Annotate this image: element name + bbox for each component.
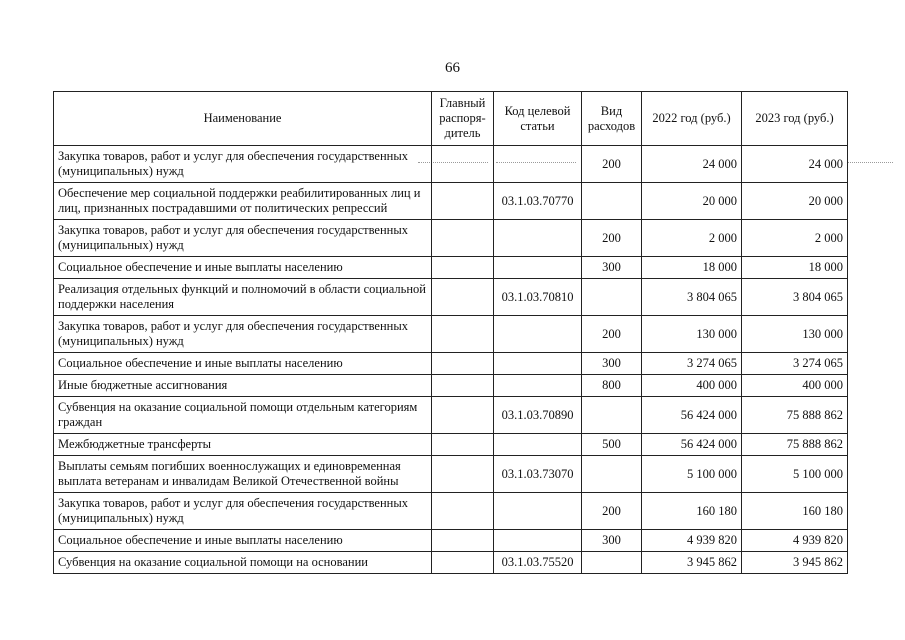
cell-2022: 18 000 [642, 257, 742, 279]
cell-target-code [494, 434, 582, 456]
cell-main-manager [432, 434, 494, 456]
cell-expense-type [582, 552, 642, 574]
cell-expense-type: 800 [582, 375, 642, 397]
header-target-code: Код целевой статьи [494, 92, 582, 146]
cell-name: Закупка товаров, работ и услуг для обеспечения государственных (муниципальных) нужд [54, 146, 432, 183]
table-row [54, 316, 848, 353]
cell-target-code [494, 220, 582, 257]
cell-2023: 20 000 [742, 183, 848, 220]
cell-name: Реализация отдельных функций и полномочий в области социальной поддержки населения [54, 279, 432, 316]
cell-expense-type: 200 [582, 220, 642, 257]
cell-target-code [494, 146, 582, 183]
cell-expense-type: 500 [582, 434, 642, 456]
cell-2023: 400 000 [742, 375, 848, 397]
cell-2022: 3 804 065 [642, 279, 742, 316]
cell-target-code: 03.1.03.70770 [494, 183, 582, 220]
cell-2022: 2 000 [642, 220, 742, 257]
cell-name: Выплаты семьям погибших военнослужащих и единовременная выплата ветеранам и инвалидам Великой Отечественной войны [54, 456, 432, 493]
cell-main-manager [432, 316, 494, 353]
cell-2022: 20 000 [642, 183, 742, 220]
cell-2023: 18 000 [742, 257, 848, 279]
cell-expense-type [582, 456, 642, 493]
cell-target-code [494, 493, 582, 530]
scan-artifact-line [848, 162, 893, 163]
cell-2023: 130 000 [742, 316, 848, 353]
cell-2023: 24 000 [742, 146, 848, 183]
cell-main-manager [432, 456, 494, 493]
cell-expense-type [582, 397, 642, 434]
cell-name: Межбюджетные трансферты [54, 434, 432, 456]
cell-2023: 5 100 000 [742, 456, 848, 493]
cell-2023: 2 000 [742, 220, 848, 257]
cell-main-manager [432, 353, 494, 375]
cell-expense-type [582, 183, 642, 220]
cell-2023: 3 274 065 [742, 353, 848, 375]
cell-2023: 75 888 862 [742, 434, 848, 456]
cell-2023: 75 888 862 [742, 397, 848, 434]
cell-main-manager [432, 397, 494, 434]
table-row [54, 434, 848, 456]
cell-main-manager [432, 375, 494, 397]
cell-2022: 400 000 [642, 375, 742, 397]
cell-2023: 3 804 065 [742, 279, 848, 316]
budget-table [53, 91, 848, 574]
cell-target-code [494, 353, 582, 375]
cell-2022: 56 424 000 [642, 397, 742, 434]
cell-main-manager [432, 257, 494, 279]
table-row [54, 552, 848, 574]
cell-target-code: 03.1.03.75520 [494, 552, 582, 574]
cell-main-manager [432, 530, 494, 552]
header-expense-type: Вид расходов [582, 92, 642, 146]
header-2023: 2023 год (руб.) [742, 92, 848, 146]
cell-expense-type: 200 [582, 316, 642, 353]
cell-expense-type: 200 [582, 146, 642, 183]
cell-name: Социальное обеспечение и иные выплаты населению [54, 530, 432, 552]
table-row [54, 183, 848, 220]
table-row [54, 353, 848, 375]
cell-main-manager [432, 146, 494, 183]
cell-name: Закупка товаров, работ и услуг для обеспечения государственных (муниципальных) нужд [54, 493, 432, 530]
table-row [54, 375, 848, 397]
header-name: Наименование [54, 92, 432, 146]
cell-expense-type: 300 [582, 353, 642, 375]
table-row [54, 279, 848, 316]
table-row [54, 220, 848, 257]
table-row [54, 146, 848, 183]
cell-main-manager [432, 183, 494, 220]
cell-target-code [494, 316, 582, 353]
cell-name: Обеспечение мер социальной поддержки реабилитированных лиц и лиц, признанных пострадавшими от политических репрессий [54, 183, 432, 220]
cell-name: Социальное обеспечение и иные выплаты населению [54, 257, 432, 279]
cell-target-code: 03.1.03.73070 [494, 456, 582, 493]
cell-2023: 4 939 820 [742, 530, 848, 552]
cell-name: Субвенция на оказание социальной помощи на основании [54, 552, 432, 574]
cell-2022: 130 000 [642, 316, 742, 353]
cell-2022: 56 424 000 [642, 434, 742, 456]
table-row [54, 257, 848, 279]
cell-2022: 160 180 [642, 493, 742, 530]
header-2022: 2022 год (руб.) [642, 92, 742, 146]
cell-2022: 4 939 820 [642, 530, 742, 552]
cell-target-code: 03.1.03.70890 [494, 397, 582, 434]
cell-expense-type: 200 [582, 493, 642, 530]
table-row [54, 493, 848, 530]
table-row [54, 397, 848, 434]
cell-2022: 3 274 065 [642, 353, 742, 375]
cell-name: Социальное обеспечение и иные выплаты населению [54, 353, 432, 375]
table-row [54, 530, 848, 552]
cell-target-code: 03.1.03.70810 [494, 279, 582, 316]
cell-expense-type: 300 [582, 530, 642, 552]
cell-main-manager [432, 552, 494, 574]
cell-main-manager [432, 220, 494, 257]
table-header-row [54, 92, 848, 146]
cell-target-code [494, 530, 582, 552]
cell-2022: 3 945 862 [642, 552, 742, 574]
page-number: 66 [445, 60, 460, 76]
cell-name: Иные бюджетные ассигнования [54, 375, 432, 397]
cell-name: Закупка товаров, работ и услуг для обеспечения государственных (муниципальных) нужд [54, 220, 432, 257]
cell-main-manager [432, 279, 494, 316]
table-row [54, 456, 848, 493]
cell-expense-type [582, 279, 642, 316]
cell-expense-type: 300 [582, 257, 642, 279]
cell-main-manager [432, 493, 494, 530]
header-main-manager: Главный распоря-дитель [432, 92, 494, 146]
cell-2023: 3 945 862 [742, 552, 848, 574]
cell-target-code [494, 257, 582, 279]
cell-name: Закупка товаров, работ и услуг для обеспечения государственных (муниципальных) нужд [54, 316, 432, 353]
cell-name: Субвенция на оказание социальной помощи отдельным категориям граждан [54, 397, 432, 434]
cell-target-code [494, 375, 582, 397]
cell-2023: 160 180 [742, 493, 848, 530]
cell-2022: 5 100 000 [642, 456, 742, 493]
cell-2022: 24 000 [642, 146, 742, 183]
